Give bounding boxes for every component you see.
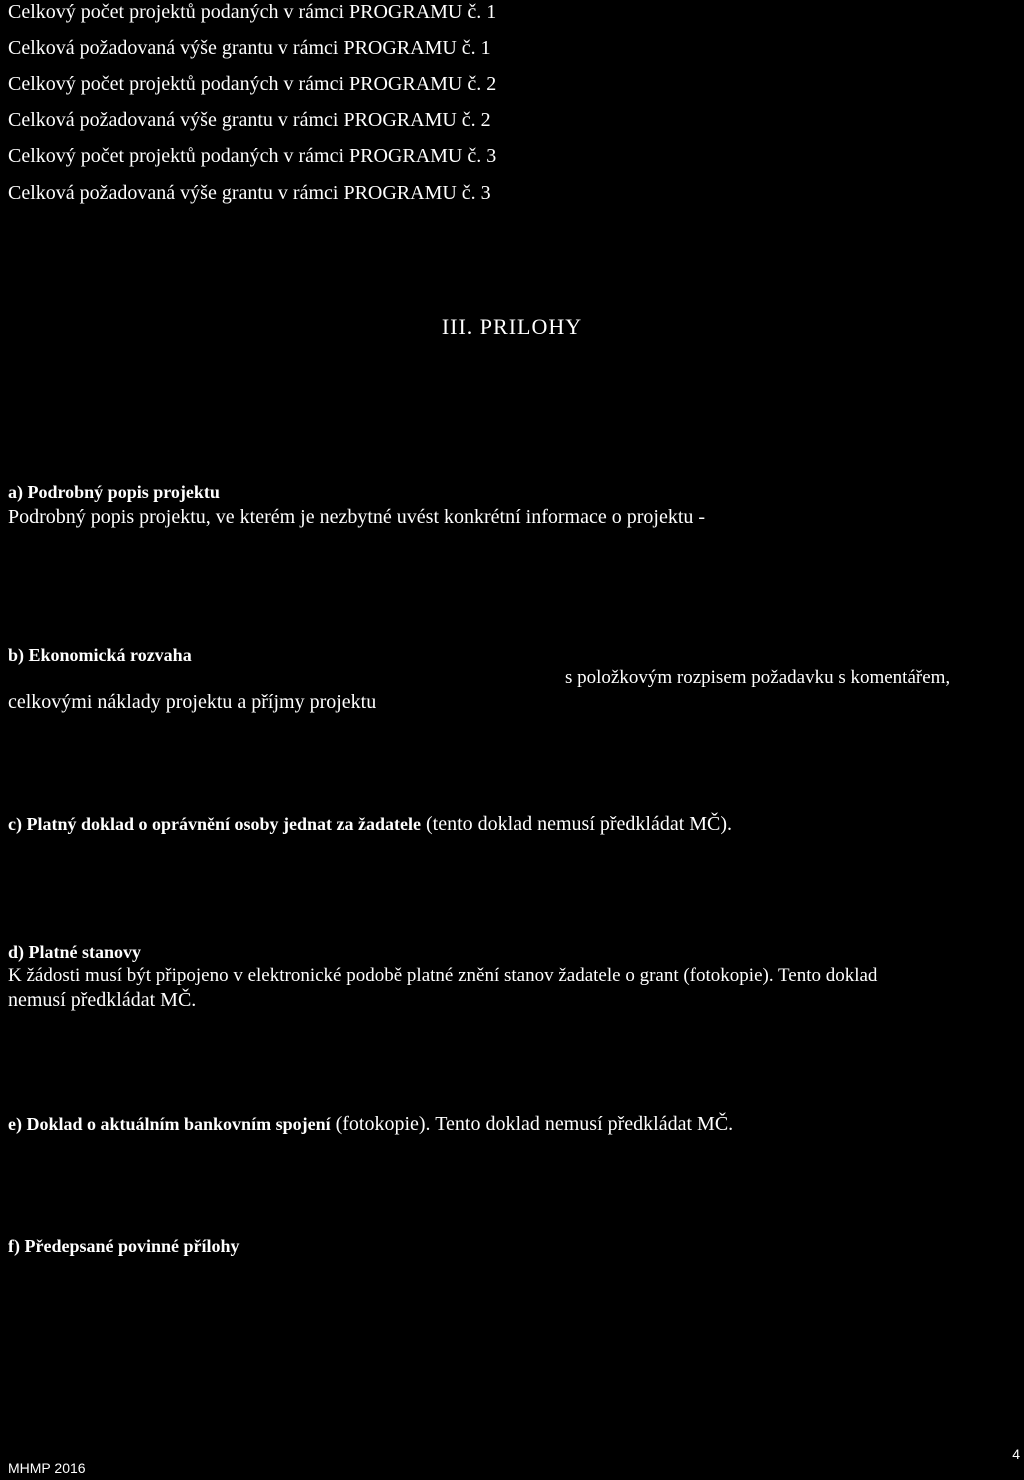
footer-label: MHMP 2016 <box>8 1460 86 1476</box>
summary-line-5: Celkový počet projektů podaných v rámci PROGRAMU č. 3 <box>8 145 497 167</box>
section-c-text: (tento doklad nemusí předkládat MČ). <box>426 813 733 835</box>
section-a-title: a) Podrobný popis projektu <box>8 482 220 502</box>
section-d-title: d) Platné stanovy <box>8 942 142 962</box>
summary-line-6: Celková požadovaná výše grantu v rámci PROGRAMU č. 3 <box>8 182 491 204</box>
section-e-title: e) Doklad o aktuálním bankovním spojení <box>8 1114 331 1134</box>
section-d-text-line1: K žádosti musí být připojeno v elektronické podobě platné znění stanov žadatele o grant (fotokopie). Tento doklad <box>8 965 878 986</box>
section-c <box>8 812 732 836</box>
summary-line-3: Celkový počet projektů podaných v rámci PROGRAMU č. 2 <box>8 73 497 95</box>
section-b-text-right: s položkovým rozpisem požadavku s komentářem, <box>565 667 951 688</box>
section-a-text: Podrobný popis projektu, ve kterém je nezbytné uvést konkrétní informace o projektu - <box>8 506 706 528</box>
section-d-text-line2: nemusí předkládat MČ. <box>8 989 197 1011</box>
section-e-text: (fotokopie). Tento doklad nemusí předkládat MČ. <box>335 1113 734 1135</box>
section-b-title: b) Ekonomická rozvaha <box>8 645 192 665</box>
section-e <box>8 1112 733 1136</box>
section-f-title: f) Předepsané povinné přílohy <box>8 1236 240 1256</box>
summary-line-1: Celkový počet projektů podaných v rámci PROGRAMU č. 1 <box>8 1 497 23</box>
section-heading: III. PRILOHY <box>441 314 583 339</box>
page-number: 4 <box>1012 1446 1020 1462</box>
section-c-title: c) Platný doklad o oprávnění osoby jednat za žadatele <box>8 814 422 834</box>
section-b-text-left: celkovými náklady projektu a příjmy projektu <box>8 691 377 713</box>
summary-line-4: Celková požadovaná výše grantu v rámci PROGRAMU č. 2 <box>8 109 491 131</box>
summary-line-2: Celková požadovaná výše grantu v rámci PROGRAMU č. 1 <box>8 37 491 59</box>
